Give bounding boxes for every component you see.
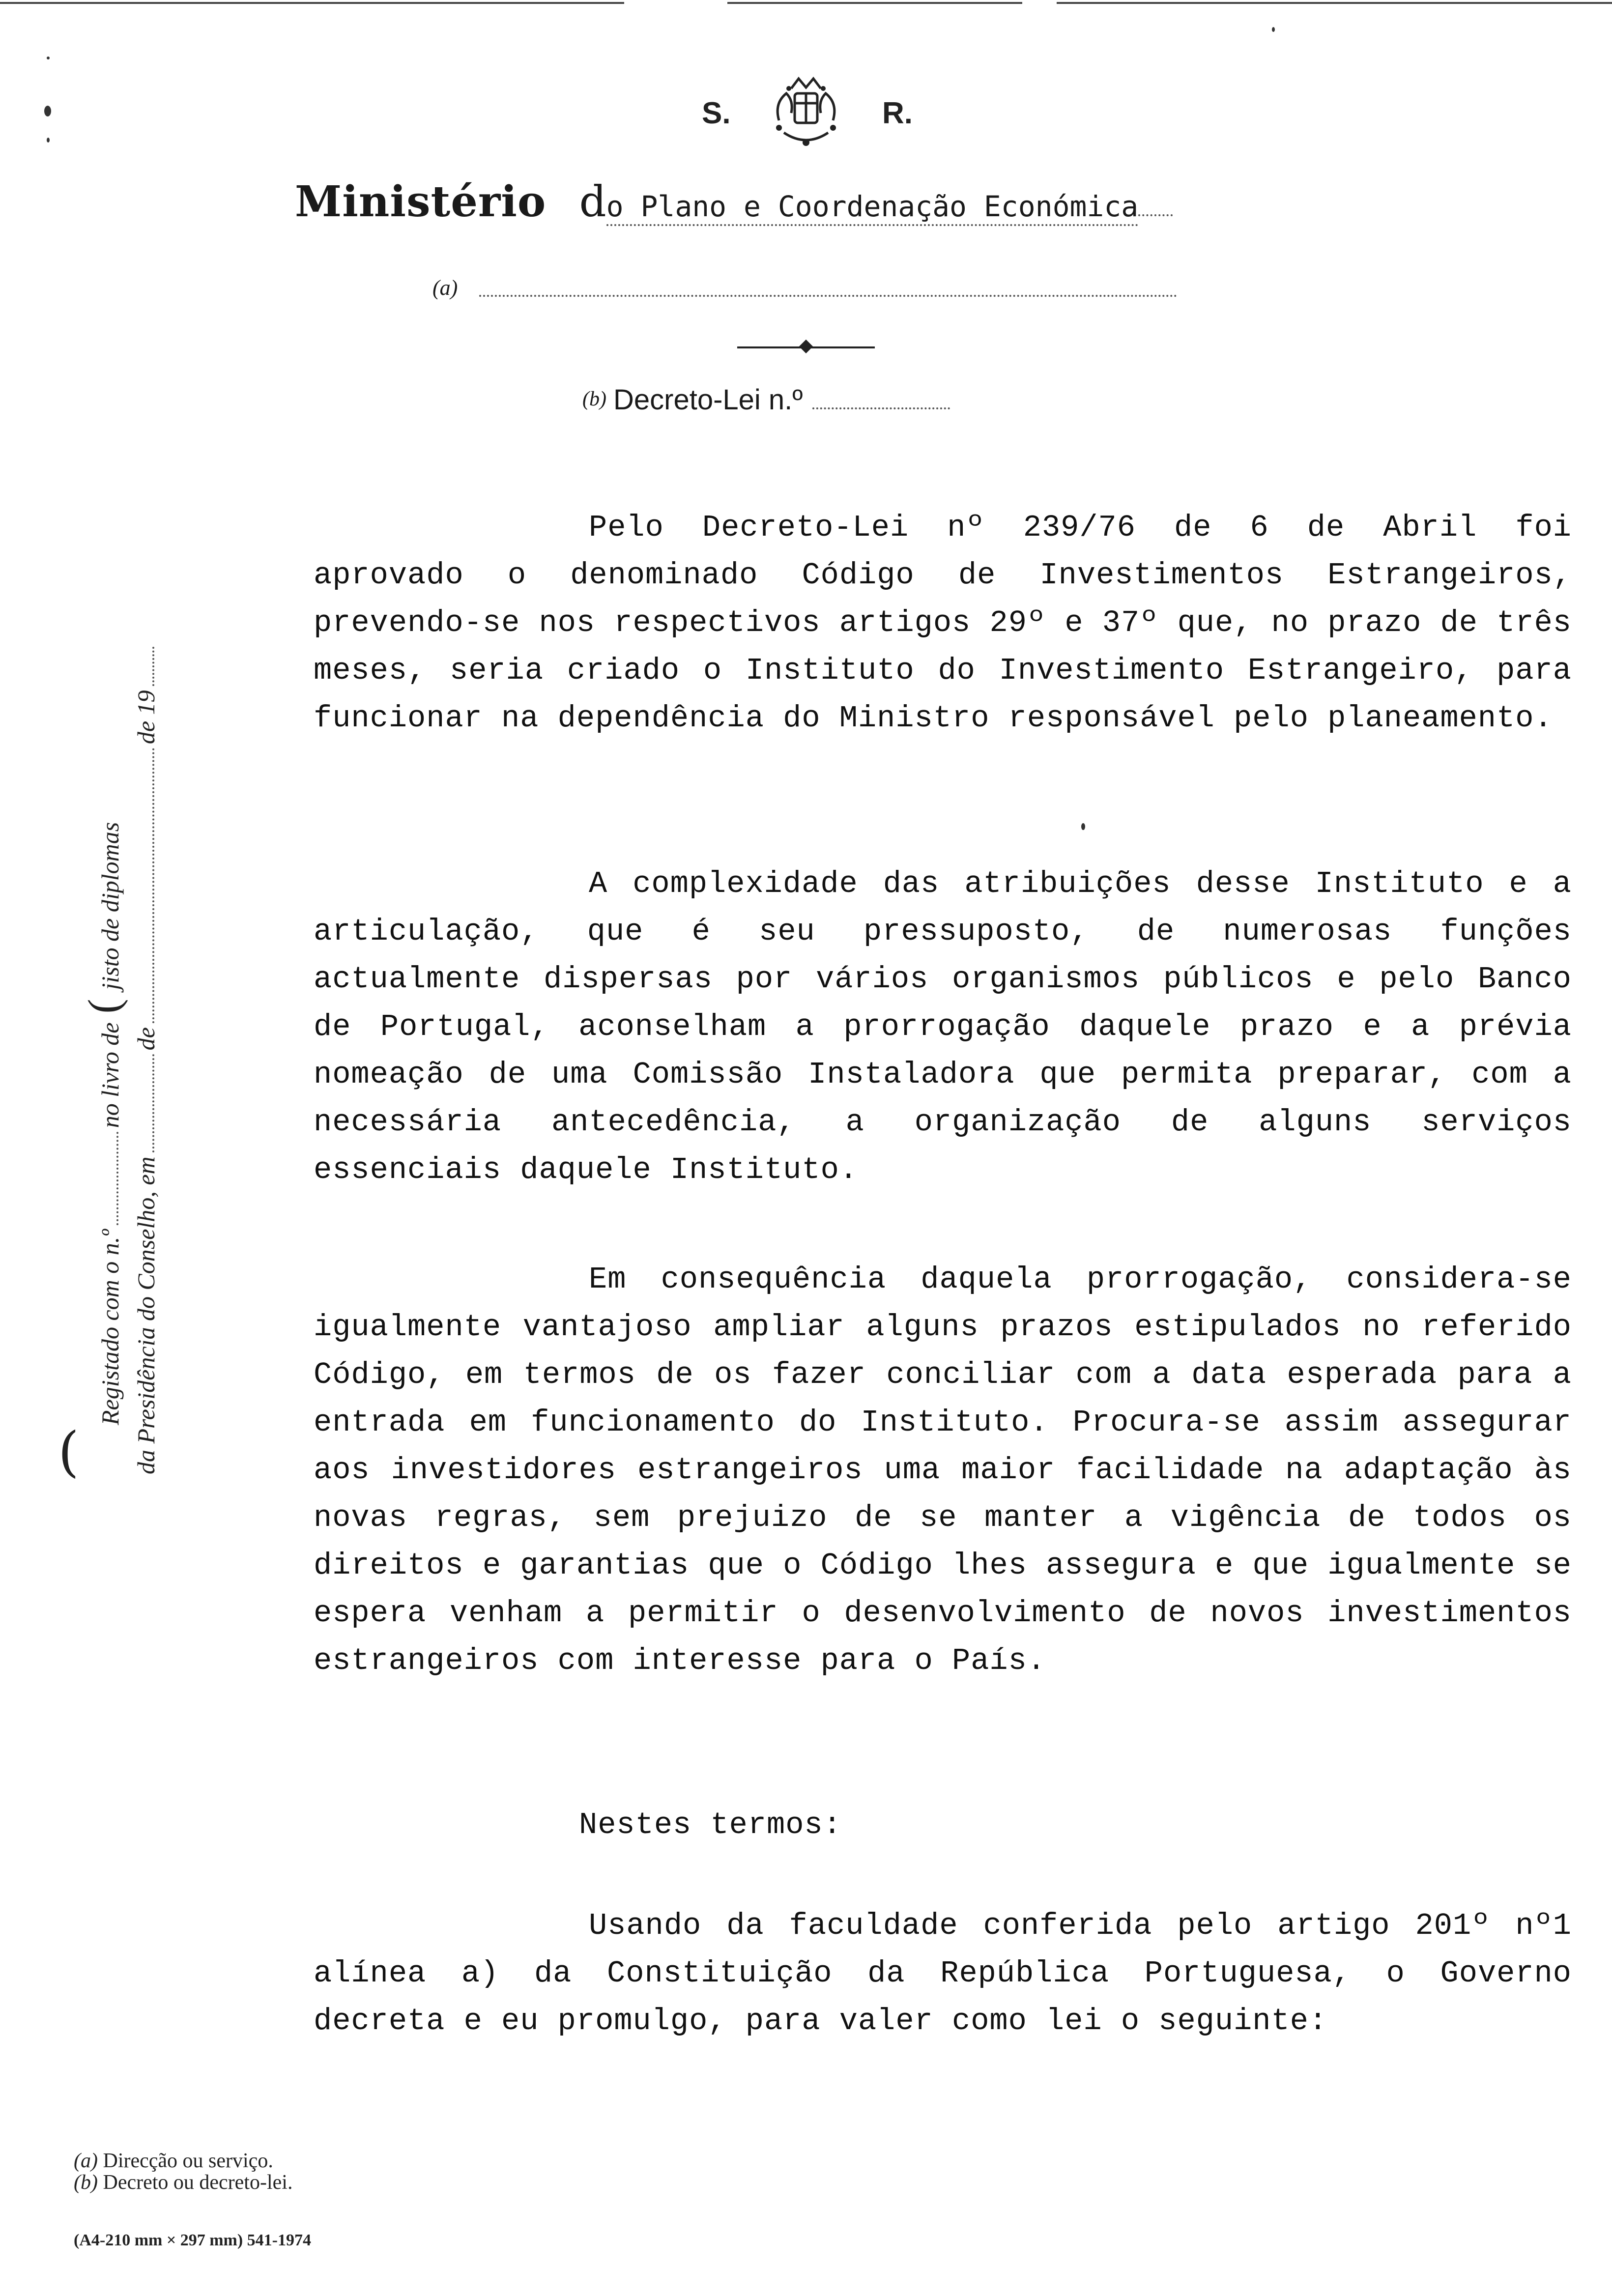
margin-paren-bottom: ( [58,1420,79,1483]
scan-speck [47,138,50,143]
scan-speck [47,57,50,59]
header-r-letter: R. [882,96,913,130]
decree-number-line [582,383,950,416]
ministry-department: o Plano e Coordenação Económica [606,190,1139,226]
margin-de: de [132,1027,160,1051]
ministry-d: d [579,177,606,227]
form-reference: (A4-210 mm × 297 mm) 541-1974 [74,2231,312,2249]
decree-title: Decreto-Lei n.º [613,384,803,416]
top-rule-left [0,2,624,4]
margin-de19: de 19 [132,690,160,745]
top-rule-middle [727,2,1022,4]
margin-date-field [152,1054,154,1152]
ministry-word: Ministério [295,177,547,227]
footnote-a: (a) Direcção ou serviço. [74,2150,273,2172]
coat-of-arms-icon [764,74,848,152]
margin-paren: ( [80,999,128,1014]
scan-speck [1272,27,1275,32]
footnotes [74,2150,292,2193]
ministry-heading [295,177,1173,227]
decree-label-b: (b) [582,388,606,410]
top-rule-right [1057,2,1612,4]
margin-presidencia: da Presidência do Conselho, em [132,1156,160,1474]
margin-month-field [152,748,154,1023]
margin-registado: Registado com o n.º [96,1229,124,1425]
ministry-dotline [1138,214,1173,216]
margin-presidency-line [132,643,160,1474]
decree-number-field [812,407,950,409]
footnote-b: (b) Decreto ou decreto-lei. [74,2171,293,2194]
scan-speck [44,106,51,116]
line-a-field [479,295,1177,297]
line-a-label: (a) [432,276,458,300]
scan-speck [1081,823,1085,830]
paragraph-3: Em consequência daquela prorrogação, considera-se igualmente vantajoso ampliar alguns prazos estipulados no referido Código, em termos de os fazer conciliar com a data esperada para a entrada em funcionamento do Instituto. Procura-se assim assegurar aos investidores estrangeiros uma maior facilidade na adaptação às novas regras, sem prejuizo de se manter a vigência de todos os direitos e garantias que o Código lhes assegura e que igualmente se espera venham a permitir o desenvolvimento de novos investimentos estrangeiros com interesse para o País. [314,1262,1572,1678]
divider-diamond-icon [799,340,813,353]
margin-registo: jisto de diplomas [96,822,124,990]
paragraph-4: Nestes termos: [579,1808,842,1842]
paragraph-5: Usando da faculdade conferida pelo artigo 201º nº1 alínea a) da Constituição da República Portuguesa, o Governo decreta e eu promulgo, para valer como lei o seguinte: [314,1908,1572,2038]
paragraph-2: A complexidade das atribuições desse Instituto e a articulação, que é seu pressuposto, de numerosas funções actualmente dispersas por vários organismos públicos e pelo Banco de Portugal, aconselham a prorrogação daquele prazo e a prévia nomeação de uma Comissão Instaladora que permita preparar, com a necessária antecedência, a organização de alguns serviços essenciais daquele Instituto. [314,866,1572,1187]
header-s-letter: S. [702,96,731,130]
margin-year-field [152,647,154,686]
margin-registry-line [79,822,129,1425]
margin-number-field [116,1132,118,1225]
paragraph-1: Pelo Decreto-Lei nº 239/76 de 6 de Abril foi aprovado o denominado Código de Investimentos Estrangeiros, prevendo-se nos respectivos artigos 29º e 37º que, no prazo de três meses, seria criado o Instituto do Investimento Estrangeiro, para funcionar na dependência do Ministro responsável pelo planeamento. [314,510,1572,736]
margin-livro: no livro de [96,1022,124,1128]
